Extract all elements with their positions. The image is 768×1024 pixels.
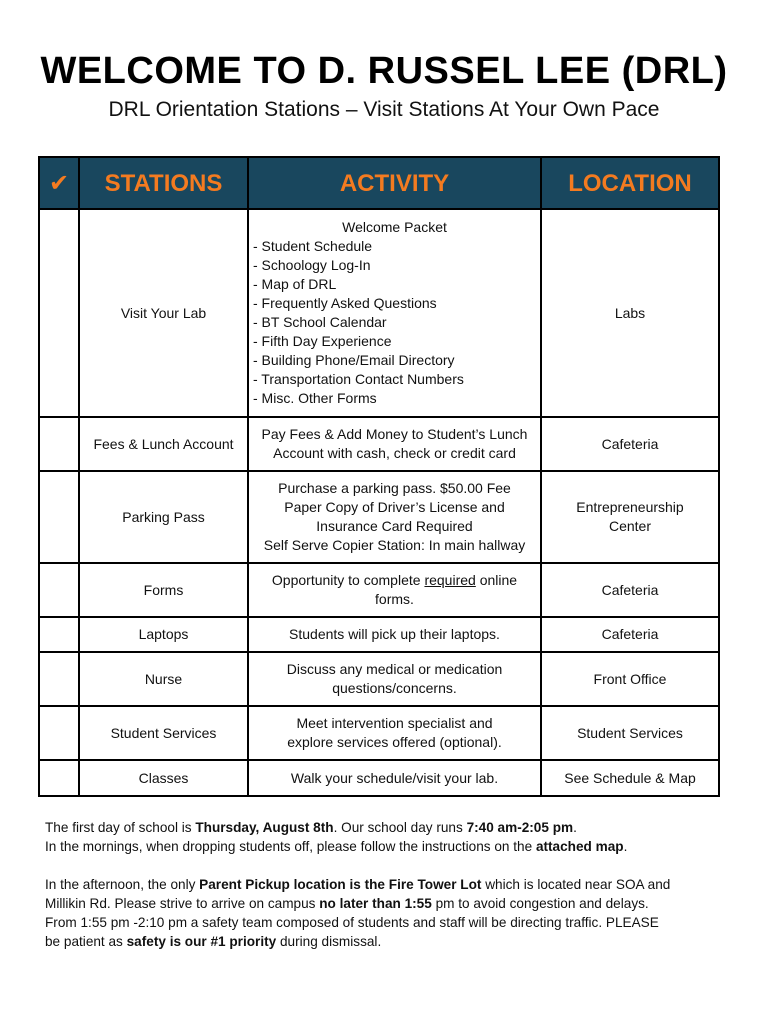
- first-day-date: Thursday, August 8th: [195, 820, 334, 835]
- station-cell: Fees & Lunch Account: [79, 417, 248, 471]
- activity-cell: [248, 706, 541, 760]
- activity-line: Account with cash, check or credit card: [273, 445, 516, 461]
- table-row: [39, 209, 719, 417]
- activity-line: Walk your schedule/visit your lab.: [290, 769, 499, 786]
- station-cell: Forms: [79, 563, 248, 617]
- table-header-row: [39, 157, 719, 209]
- activity-cell: [248, 471, 541, 563]
- activity-cell: [248, 652, 541, 706]
- location-cell: Labs: [541, 209, 719, 417]
- table-row: [39, 417, 719, 471]
- location-cell: Student Services: [541, 706, 719, 760]
- activity-line: Purchase a parking pass. $50.00 Fee: [278, 480, 511, 496]
- school-hours: 7:40 am-2:05 pm: [466, 820, 574, 835]
- location-line: Center: [608, 518, 652, 534]
- activity-cell: [248, 417, 541, 471]
- check-cell[interactable]: [39, 760, 79, 796]
- activity-line: Students will pick up their laptops.: [289, 626, 500, 642]
- list-item: - Fifth Day Experience: [253, 333, 392, 349]
- check-cell[interactable]: [39, 617, 79, 652]
- first-day-paragraph: The first day of school is Thursday, August 8th. Our school day runs 7:40 am-2:05 pm. In the mornings, when dropping students off, please follow the instructions on the attached map.: [45, 820, 628, 854]
- table-row: [39, 760, 719, 796]
- list-item: - Frequently Asked Questions: [253, 295, 437, 311]
- list-item: - Transportation Contact Numbers: [253, 371, 464, 387]
- activity-list: [253, 218, 536, 408]
- station-cell: Student Services: [79, 706, 248, 760]
- list-item: - Misc. Other Forms: [253, 390, 377, 406]
- station-cell: Nurse: [79, 652, 248, 706]
- activity-line: Paper Copy of Driver’s License and: [284, 499, 505, 515]
- location-cell: See Schedule & Map: [541, 760, 719, 796]
- stations-column-header: STATIONS: [79, 157, 248, 209]
- activity-line: Opportunity to complete required online: [271, 572, 518, 588]
- activity-line: Pay Fees & Add Money to Student’s Lunch: [261, 426, 528, 442]
- activity-line: Insurance Card Required: [316, 518, 473, 534]
- activity-line: explore services offered (optional).: [287, 734, 502, 750]
- activity-line: Discuss any medical or medication: [286, 661, 503, 677]
- table-row: [39, 617, 719, 652]
- station-cell: Classes: [79, 760, 248, 796]
- safety-priority: safety is our #1 priority: [126, 934, 277, 949]
- table-row: [39, 706, 719, 760]
- check-cell[interactable]: [39, 706, 79, 760]
- activity-cell: [248, 760, 541, 796]
- page-title: WELCOME TO D. RUSSEL LEE (DRL): [40, 50, 728, 92]
- activity-line: Meet intervention specialist and: [296, 715, 493, 731]
- check-column-header: [39, 157, 79, 209]
- activity-column-header: ACTIVITY: [248, 157, 541, 209]
- location-line: Entrepreneurship: [576, 499, 684, 515]
- checkmark-icon: ✔: [48, 169, 70, 197]
- attached-map-reference: attached map: [535, 839, 624, 854]
- table-row: [39, 471, 719, 563]
- page-subtitle: DRL Orientation Stations – Visit Stations At Your Own Pace: [108, 98, 660, 121]
- stations-table: [38, 156, 720, 797]
- info-notes: [45, 818, 725, 951]
- activity-heading: Welcome Packet: [342, 219, 447, 235]
- location-cell: Cafeteria: [541, 417, 719, 471]
- list-item: - Schoology Log-In: [253, 257, 371, 273]
- check-cell[interactable]: [39, 563, 79, 617]
- arrival-deadline: no later than 1:55: [319, 896, 432, 911]
- pickup-paragraph: In the afternoon, the only Parent Pickup location is the Fire Tower Lot which is located near SOA and Millikin Rd. Please strive to arrive on campus no later than 1:55 pm to avoid congestion and delays. From 1:55 pm -2:10 pm a safety team composed of students and staff will be directing traffic. PLEASE be patient as safety is our #1 priority during dismissal.: [45, 877, 671, 949]
- table-row: [39, 652, 719, 706]
- location-cell: Cafeteria: [541, 617, 719, 652]
- list-item: - BT School Calendar: [253, 314, 387, 330]
- check-cell[interactable]: [39, 652, 79, 706]
- check-cell[interactable]: [39, 417, 79, 471]
- location-column-header: LOCATION: [541, 157, 719, 209]
- station-cell: Laptops: [79, 617, 248, 652]
- location-cell: [541, 471, 719, 563]
- activity-cell: [248, 209, 541, 417]
- list-item: - Building Phone/Email Directory: [253, 352, 455, 368]
- pickup-location: Parent Pickup location is the Fire Tower Lot: [199, 877, 482, 892]
- activity-cell: [248, 563, 541, 617]
- station-cell: Visit Your Lab: [79, 209, 248, 417]
- activity-line: questions/concerns.: [332, 680, 457, 696]
- station-cell: Parking Pass: [79, 471, 248, 563]
- list-item: - Student Schedule: [253, 238, 373, 254]
- activity-line: Self Serve Copier Station: In main hallway: [263, 537, 526, 553]
- activity-line: forms.: [375, 591, 414, 607]
- table-row: [39, 563, 719, 617]
- location-cell: Front Office: [541, 652, 719, 706]
- required-emphasis: required: [424, 572, 476, 588]
- list-item: - Map of DRL: [253, 276, 337, 292]
- check-cell[interactable]: [39, 209, 79, 417]
- activity-cell: [248, 617, 541, 652]
- location-cell: Cafeteria: [541, 563, 719, 617]
- check-cell[interactable]: [39, 471, 79, 563]
